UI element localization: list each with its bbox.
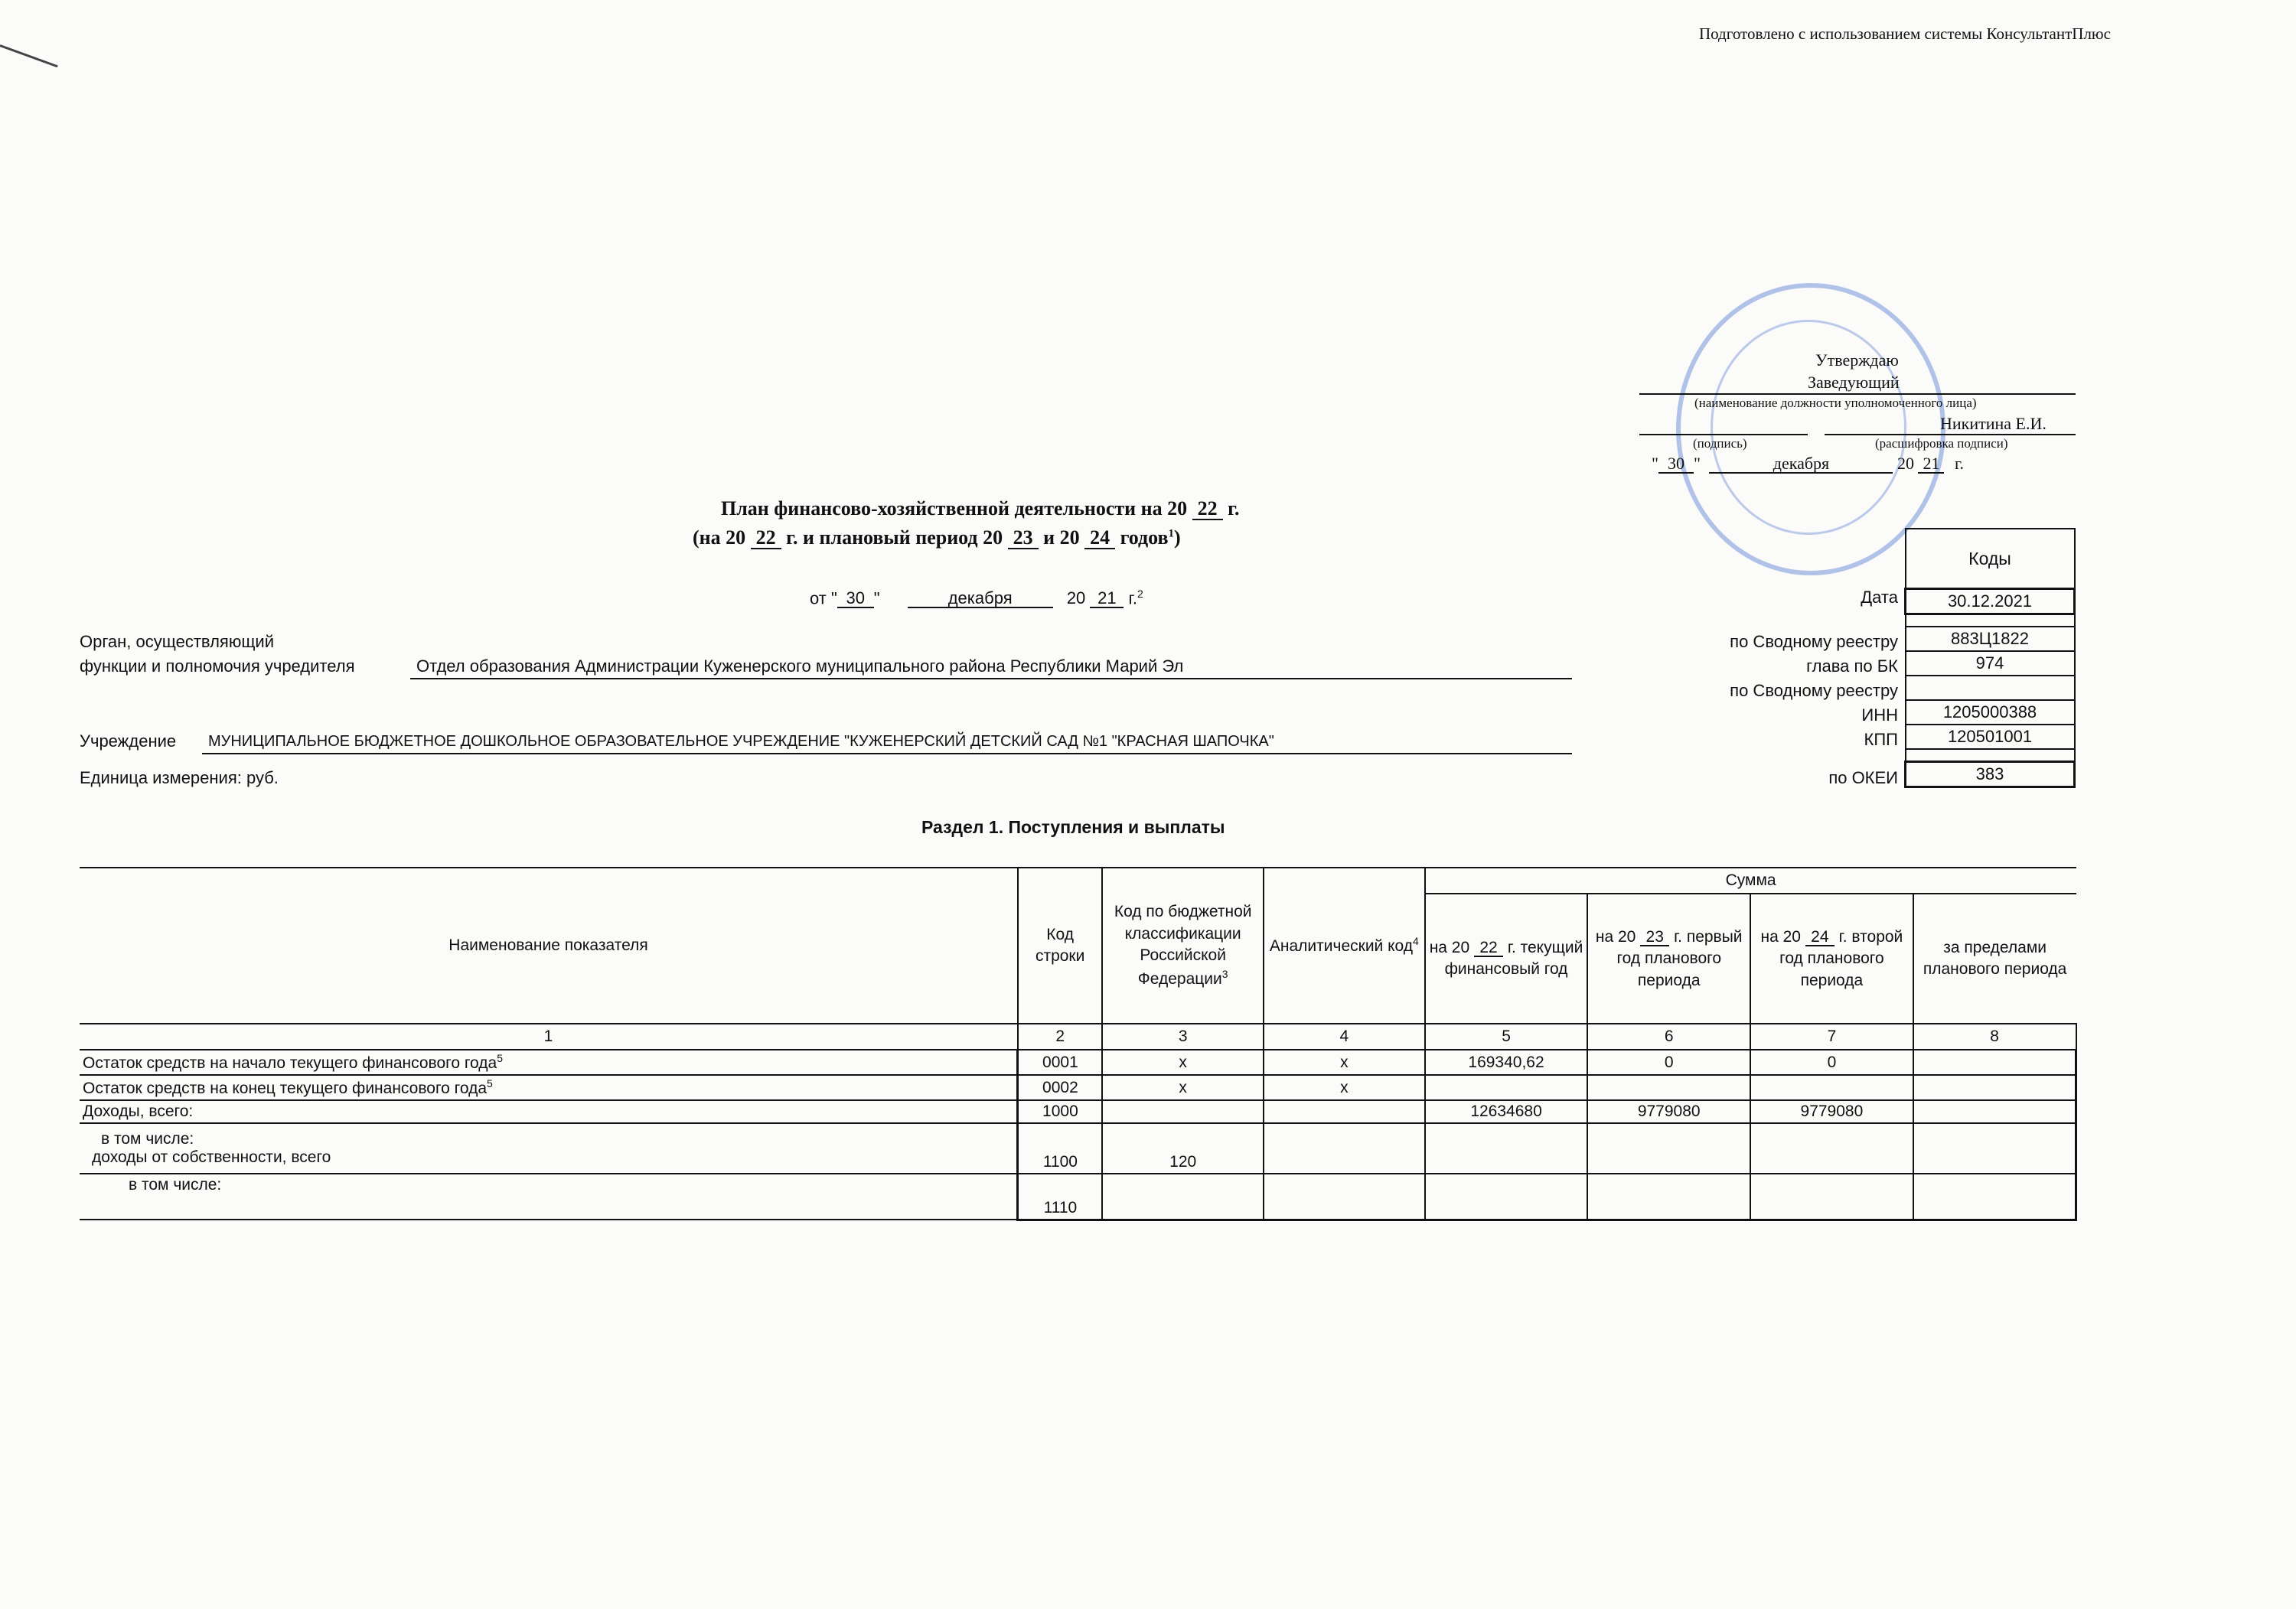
plan-subtitle [693,526,1181,549]
section-title: Раздел 1. Поступления и выплаты [921,817,1225,837]
col-header-7-year: 24 [1805,929,1835,946]
institution-value: МУНИЦИПАЛЬНОЕ БЮДЖЕТНОЕ ДОШКОЛЬНОЕ ОБРАЗОВАТЕЛЬНОЕ УЧРЕЖДЕНИЕ "КУЖЕНЕРСКИЙ ДЕТСКИЙ САД №1 "КРАСНАЯ ШАПОЧКА" [208,733,1274,750]
col-header-7 [1750,894,1913,1024]
doc-date-day: 30 [837,590,874,608]
col-number-2: 2 [1018,1024,1102,1050]
row-name [80,1123,1018,1174]
col-header-5-year: 22 [1474,940,1503,957]
row-bk: x [1102,1050,1264,1075]
row-c6 [1587,1174,1750,1220]
plan-subtitle-c: и 20 [1043,526,1080,549]
row-c8 [1913,1075,2076,1100]
row-c6 [1587,1075,1750,1100]
table-row [80,1123,2076,1174]
row-c5: 169340,62 [1425,1050,1588,1075]
row-analytic [1264,1100,1425,1123]
col-header-5-b: г. текущий финансовый год [1444,939,1583,979]
approval-position: Заведующий [1808,373,1900,392]
plan-title [721,497,1240,520]
approval-date: " 30 " декабря 20 21 г. [1652,454,1965,473]
plan-title-suffix: г. [1228,497,1240,520]
col-header-analytic-text: Аналитический код [1269,937,1414,955]
code-okei: 383 [1906,762,2075,787]
col-header-bk-sup: 3 [1221,967,1228,980]
row-c7 [1750,1123,1913,1174]
plan-subtitle-d: годов [1120,526,1169,549]
row-name-text: Остаток средств на конец текущего финансового года [83,1080,488,1098]
doc-date-suffix: г. [1128,588,1137,608]
row-c6 [1587,1123,1750,1174]
col-header-7-b: г. второй год планового периода [1779,927,1903,989]
label-registry: по Сводному реестру [1730,632,1898,651]
row-name-text: Остаток средств на начало текущего финансового года [83,1054,497,1073]
row-c6: 0 [1587,1050,1750,1075]
label-kpp: КПП [1864,730,1898,749]
row-name: Доходы, всего: [80,1100,1018,1123]
row-name [80,1050,1018,1075]
label-date: Дата [1861,588,1898,607]
plan-title-year: 22 [1192,499,1223,520]
row-name: в том числе: [80,1174,1018,1220]
row-code: 1100 [1018,1123,1102,1174]
row-code: 1110 [1018,1174,1102,1220]
approval-signature-caption: (подпись) [1693,436,1747,451]
col-header-analytic-sup: 4 [1413,935,1419,947]
label-inn: ИНН [1861,705,1898,725]
row-c5 [1425,1123,1588,1174]
doc-date-year: 21 [1090,590,1124,608]
col-header-5-a: на 20 [1429,939,1470,956]
code-registry: 883Ц1822 [1906,627,2075,651]
label-bk-chapter: глава по БК [1806,656,1898,676]
plan-subtitle-sup: 1 [1168,527,1175,540]
code-kpp: 120501001 [1906,725,2075,749]
approval-date-year: 21 [1918,455,1944,474]
col-number-3: 3 [1102,1024,1264,1050]
approval-decipher-line [1825,434,2076,435]
codes-header: Коды [1906,529,2075,589]
col-header-analytic [1264,868,1425,1024]
row-c8 [1913,1174,2076,1220]
receipts-payments-table [80,867,2077,1221]
row-c5 [1425,1174,1588,1220]
row-c7 [1750,1174,1913,1220]
doc-date-month: декабря [908,590,1053,608]
col-header-8: за пределами планового периода [1913,894,2076,1024]
table-row [80,1100,2076,1123]
col-header-6-a: на 20 [1595,927,1636,946]
col-header-bk-text: Код по бюджетной классификации Российской Федерации [1114,903,1252,988]
col-number-6: 6 [1587,1024,1750,1050]
row-c5: 12634680 [1425,1100,1588,1123]
codes-table [1904,528,2076,788]
doc-date-line [810,588,1143,608]
code-bk-chapter: 974 [1906,651,2075,676]
plan-subtitle-b: г. и плановый период 20 [786,526,1003,549]
row-c6: 9779080 [1587,1100,1750,1123]
table-row [80,1174,2076,1220]
table-row [80,1050,2076,1075]
row-analytic [1264,1123,1425,1174]
approval-signature-line [1639,434,1808,435]
label-okei: по ОКЕИ [1828,768,1898,787]
row-name [80,1075,1018,1100]
col-header-6-year: 23 [1640,929,1669,946]
table-row [80,1075,2076,1100]
row-analytic: x [1264,1075,1425,1100]
institution-underline [202,753,1572,754]
row-name-intro: в том числе: [101,1130,194,1148]
approval-date-month: декабря [1709,455,1893,474]
row-bk [1102,1174,1264,1220]
consultant-note [1699,24,2111,44]
approval-date-suffix: г. [1954,454,1965,473]
row-name-sup: 5 [497,1052,503,1065]
col-header-sum: Сумма [1425,868,2076,894]
col-number-7: 7 [1750,1024,1913,1050]
row-code: 0002 [1018,1075,1102,1100]
col-number-8: 8 [1913,1024,2076,1050]
approval-position-line [1639,393,2076,395]
code-registry-2 [1906,676,2075,700]
row-c8 [1913,1100,2076,1123]
row-name-sup: 5 [487,1077,493,1090]
col-header-6 [1587,894,1750,1024]
row-code: 1000 [1018,1100,1102,1123]
institution-label: Учреждение [80,731,177,751]
row-code: 0001 [1018,1050,1102,1075]
organ-label-2: функции и полномочия учредителя [80,656,355,676]
organ-value: Отдел образования Администрации Куженерского муниципального района Республики Марий Эл [416,656,1184,676]
doc-date-prefix: от " [810,588,837,608]
col-header-5 [1425,894,1588,1024]
approval-decipher-caption: (расшифровка подписи) [1875,436,2008,451]
row-c8 [1913,1123,2076,1174]
code-inn: 1205000388 [1906,700,2075,725]
row-c7: 0 [1750,1050,1913,1075]
col-header-code: Код строки [1018,868,1102,1024]
scan-mark [0,44,58,67]
col-header-6-b: г. первый год планового периода [1616,927,1743,989]
consultant-note-text: Подготовлено с использованием системы КонсультантПлюс [1699,24,2111,43]
doc-date-year-prefix: 20 [1066,588,1086,608]
col-header-name: Наименование показателя [80,868,1018,1024]
row-c7: 9779080 [1750,1100,1913,1123]
doc-date-sup: 2 [1137,588,1143,600]
row-bk: 120 [1102,1123,1264,1174]
row-c8 [1913,1050,2076,1075]
row-bk: x [1102,1075,1264,1100]
plan-subtitle-y2: 23 [1008,528,1039,549]
col-header-7-a: на 20 [1760,927,1801,946]
col-header-bk [1102,868,1264,1024]
plan-subtitle-a: (на 20 [693,526,746,549]
plan-subtitle-y1: 22 [751,528,781,549]
label-registry-2: по Сводному реестру [1730,681,1898,700]
plan-subtitle-y3: 24 [1084,528,1115,549]
approval-date-year-prefix: 20 [1896,454,1914,473]
doc-date-mid: " [873,588,880,608]
approval-position-caption: (наименование должности уполномоченного лица) [1694,396,1977,410]
organ-underline [410,678,1572,679]
approval-date-day: 30 [1658,455,1694,474]
row-analytic [1264,1174,1425,1220]
unit-label: Единица измерения: руб. [80,768,279,787]
approval-signer: Никитина Е.И. [1940,414,2047,433]
col-number-1: 1 [80,1024,1018,1050]
row-analytic: x [1264,1050,1425,1075]
approval-title: Утверждаю [1815,350,1899,370]
code-date: 30.12.2021 [1906,589,2075,614]
col-number-4: 4 [1264,1024,1425,1050]
organ-label-1: Орган, осуществляющий [80,632,275,651]
row-c5 [1425,1075,1588,1100]
col-number-5: 5 [1425,1024,1588,1050]
plan-title-prefix: План финансово-хозяйственной деятельности на 20 [721,497,1188,520]
row-name-main: доходы от собственности, всего [92,1148,331,1167]
row-c7 [1750,1075,1913,1100]
plan-subtitle-e: ) [1174,526,1181,549]
row-bk [1102,1100,1264,1123]
